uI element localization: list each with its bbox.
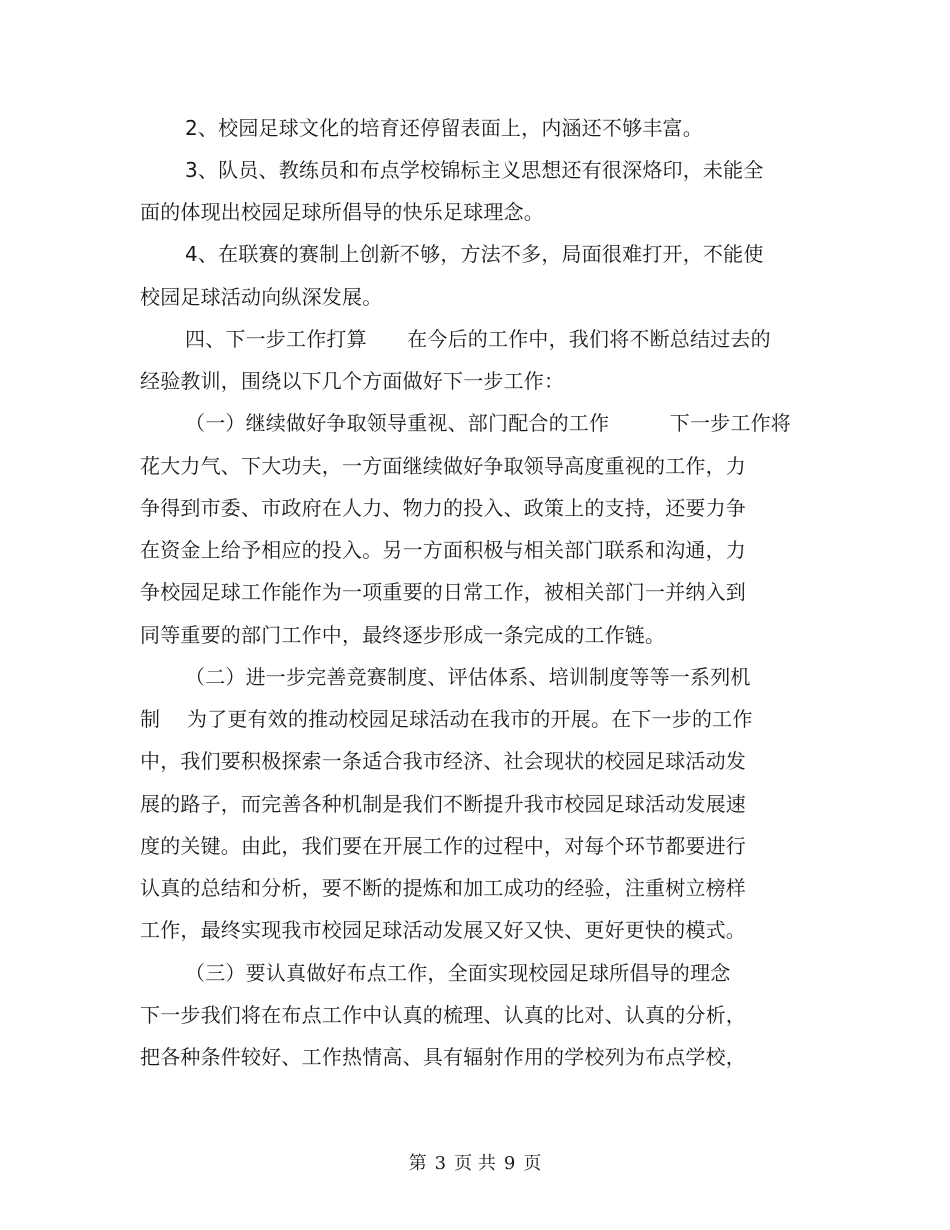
text-line: 下一步我们将在布点工作中认真的梳理、认真的比对、认真的分析， (140, 1003, 746, 1027)
text-line: 展的路子，而完善各种机制是我们不断提升我市校园足球活动发展速 (140, 792, 746, 816)
text-line: 4、在联赛的赛制上创新不够，方法不多，局面很难打开，不能使 (185, 242, 764, 266)
text-line: 在资金上给予相应的投入。另一方面积极与相关部门联系和沟通，力 (140, 538, 746, 562)
text-line: 工作，最终实现我市校园足球活动发展又好又快、更好更快的模式。 (140, 918, 746, 942)
text-line: 同等重要的部门工作中，最终逐步形成一条完成的工作链。 (140, 623, 666, 647)
text-line: 认真的总结和分析，要不断的提炼和加工成功的经验，注重树立榜样 (140, 876, 746, 900)
footer-total-pages: 9 (503, 1153, 516, 1174)
text-line: 争得到市委、市政府在人力、物力的投入、政策上的支持，还要力争 (140, 496, 746, 520)
footer-prefix: 第 (408, 1153, 427, 1174)
text-line: 花大力气、下大功夫，一方面继续做好争取领导高度重视的工作，力 (140, 454, 746, 478)
footer-page-number: 3 (434, 1153, 447, 1174)
text-line: 度的关键。由此，我们要在开展工作的过程中，对每个环节都要进行 (140, 834, 746, 858)
text-line: 3、队员、教练员和布点学校锦标主义思想还有很深烙印，未能全 (185, 158, 764, 182)
text-line: 争校园足球工作能作为一项重要的日常工作，被相关部门一并纳入到 (140, 580, 746, 604)
page-footer (0, 1152, 950, 1176)
text-line: 中，我们要积极探索一条适合我市经济、社会现状的校园足球活动发 (140, 749, 746, 773)
footer-middle: 页 共 (454, 1153, 496, 1174)
text-line: 经验教训，围绕以下几个方面做好下一步工作： (140, 369, 565, 393)
text-line: （一）继续做好争取领导重视、部门配合的工作 下一步工作将 (185, 411, 791, 435)
text-line: （三）要认真做好布点工作，全面实现校园足球所倡导的理念 (185, 961, 731, 985)
text-line: 面的体现出校园足球所倡导的快乐足球理念。 (140, 200, 544, 224)
text-line: 校园足球活动向纵深发展。 (140, 285, 383, 309)
text-line: 2、校园足球文化的培育还停留表面上，内涵还不够丰富。 (185, 116, 703, 140)
text-line: （二）进一步完善竞赛制度、评估体系、培训制度等等一系列机 (185, 665, 751, 689)
text-line: 四、下一步工作打算 在今后的工作中，我们将不断总结过去的 (185, 327, 771, 351)
text-line: 把各种条件较好、工作热情高、具有辐射作用的学校列为布点学校， (140, 1045, 746, 1069)
text-line: 制 为了更有效的推动校园足球活动在我市的开展。在下一步的工作 (140, 707, 753, 731)
footer-suffix: 页 (523, 1153, 542, 1174)
